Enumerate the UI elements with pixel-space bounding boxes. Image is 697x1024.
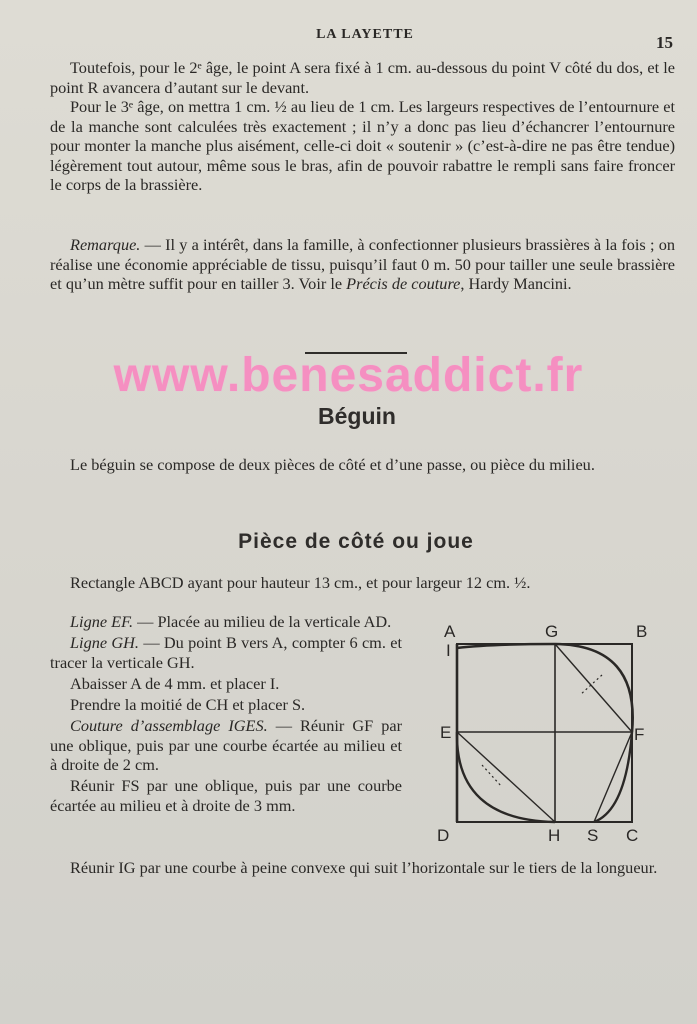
label-f: F [634,725,645,744]
label-i: I [446,641,451,660]
remarque-end: , Hardy Mancini. [460,274,572,293]
paragraph-rectangle: Rectangle ABCD ayant pour hauteur 13 cm., et pour largeur 12 cm. ½. [70,573,531,592]
paragraph-third-age: Pour le 3ᵉ âge, on mettra 1 cm. ½ au lieu de 1 cm. Les largeurs respectives de l’entournure et de la manche sont calculées très exactement ; il n’y a donc pas lieu d’échancrer l’entournure pour monter la manche plus aisément, celle-ci doit « soutenir » (c’est-à-dire ne pas être tendue) légèrement tout autour, même sous le bras, afin de pouvoir rabattre le rempli sans faire froncer le corps de la brassière. [50,97,675,194]
oblique-gf [555,644,632,732]
subsection-title: Pièce de côté ou joue [238,530,474,553]
label-g: G [545,622,559,641]
label-s: S [587,826,599,845]
paragraph-second-age: Toutefois, pour le 2ᵉ âge, le point A sera fixé à 1 cm. au-dessous du point V côté du dos, et le point R avancera d’autant sur le devant. [50,58,675,97]
step-text: — Réunir GF par une oblique, puis par une courbe écartée au milieu et à droite de 2 cm. [50,716,402,775]
step-moitie-ch: Prendre la moitié de CH et placer S. [70,695,306,715]
pattern-diagram [430,615,655,850]
label-h: H [548,826,561,845]
oblique-fs [594,732,632,822]
step-reunir-fs: Réunir FS par une oblique, puis par une courbe écartée au milieu et à droite de 3 mm. [50,776,402,815]
remarque-text: — Il y a intérêt, dans la famille, à confectionner plusieurs brassières à la fois ; on réalise une économie appréciable de tissu, puisqu’il faut 0 m. 50 pour tailler une seule brassière et qu’un mètre suffit pour en tailler 3. Voir le [50,235,675,293]
offset-mark-eh [482,765,502,787]
paragraph-beguin-intro: Le béguin se compose de deux pièces de côté et d’une passe, ou pièce du milieu. [70,455,595,474]
step-text: — Placée au milieu de la verticale AD. [133,612,392,631]
step-label: Couture d’assemblage IGES. [70,716,268,736]
label-c: C [626,826,639,845]
running-head: LA LAYETTE [316,27,414,42]
section-title: Béguin [318,403,396,429]
step-abaisser: Abaisser A de 4 mm. et placer I. [70,673,280,693]
paragraph-age-adjustments [50,58,675,195]
label-e: E [440,723,452,742]
label-a: A [444,622,456,641]
label-b: B [636,622,648,641]
step-couture-iges [50,716,402,774]
step-label: Ligne EF. [70,612,134,631]
step-text: — Du point B vers A, compter 6 cm. et tracer la verticale GH. [50,633,402,672]
paragraph-remarque [50,235,675,294]
page-number: 15 [656,33,673,52]
step-ligne-ef [50,612,402,631]
label-d: D [437,826,450,845]
step-ligne-gh [50,633,402,672]
step-label: Ligne GH. [70,633,139,653]
steps-column [50,612,402,817]
watermark-text: www.benesaddict.fr [113,349,584,402]
paragraph-reunir-ig: Réunir IG par une courbe à peine convexe qui suit l’horizontale sur le tiers de la longueur. [70,858,658,877]
oblique-eh [457,732,555,822]
remarque-label: Remarque. [70,235,141,254]
book-title-reference: Précis de couture [346,274,461,293]
